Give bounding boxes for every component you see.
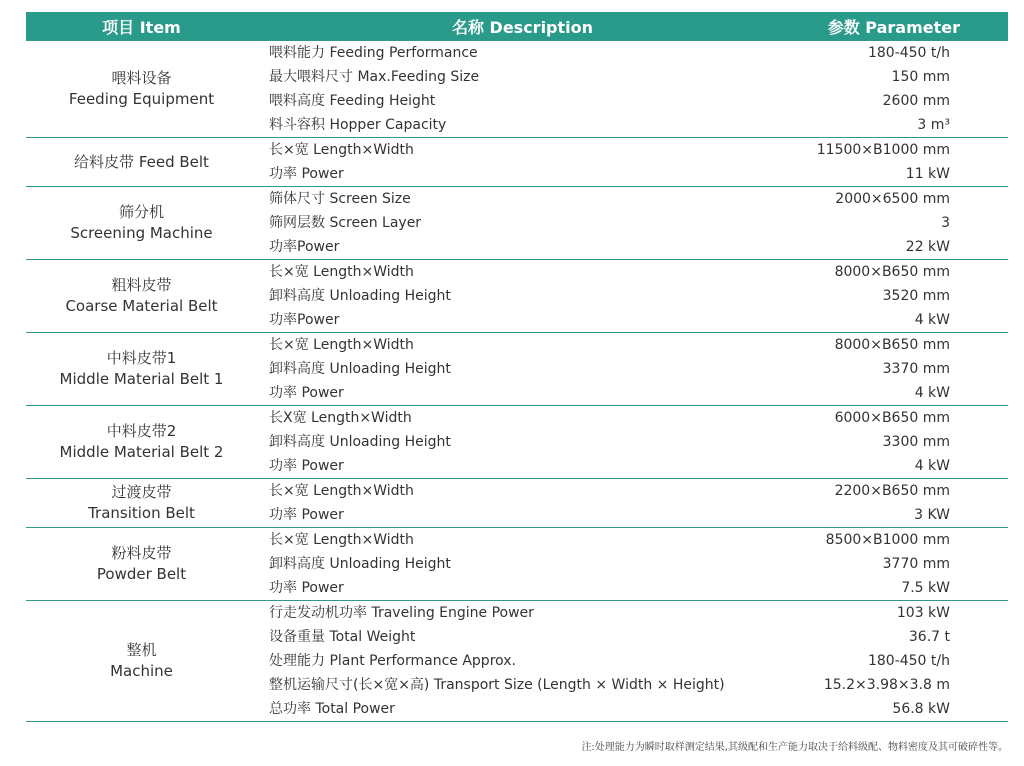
parameter-value: 8000×B650 mm xyxy=(834,264,950,280)
item-name: 粉料皮带 xyxy=(111,544,172,562)
item-name: 筛分机 xyxy=(118,203,164,221)
table-row xyxy=(26,41,1008,138)
item-name: Powder Belt xyxy=(96,565,187,583)
item-name: Middle Material Belt 2 xyxy=(59,443,224,461)
parameter-value: 4 kW xyxy=(914,458,950,474)
item-cell xyxy=(26,260,257,333)
parameter-value: 22 kW xyxy=(905,239,950,255)
item-cell xyxy=(26,479,257,528)
parameter-value: 7.5 kW xyxy=(901,580,950,596)
description-text: 功率 Power xyxy=(269,166,344,182)
item-name: Transition Belt xyxy=(88,504,195,522)
parameter-value: 180-450 t/h xyxy=(867,653,950,669)
description-text: 功率 Power xyxy=(269,580,344,596)
parameter-cell xyxy=(788,41,1008,138)
description-text: 卸料高度 Unloading Height xyxy=(269,434,451,450)
parameter-value: 4 kW xyxy=(914,385,950,401)
description-text: 卸料高度 Unloading Height xyxy=(269,288,451,304)
item-name: 中料皮带2 xyxy=(106,422,177,440)
description-text: 功率 Power xyxy=(269,458,344,474)
description-text: 料斗容积 Hopper Capacity xyxy=(269,117,447,133)
parameter-value: 56.8 kW xyxy=(892,701,950,717)
description-cell xyxy=(257,260,788,333)
description-cell xyxy=(257,138,788,187)
header-item: 项目 Item xyxy=(26,12,257,41)
item-cell xyxy=(26,187,257,260)
parameter-value: 4 kW xyxy=(914,312,950,328)
table-body xyxy=(26,41,1008,722)
description-text: 功率 Power xyxy=(269,385,344,401)
parameter-value: 2000×6500 mm xyxy=(835,191,950,207)
description-text: 设备重量 Total Weight xyxy=(269,629,416,645)
footnote: 注:处理能力为瞬时取样测定结果,其级配和生产能力取决于给料级配、物料密度及其可破碎性等。 xyxy=(581,742,1008,753)
parameter-cell xyxy=(788,333,1008,406)
table-header-row xyxy=(26,12,1008,41)
table-row xyxy=(26,260,1008,333)
parameter-cell xyxy=(788,601,1008,722)
parameter-value: 11 kW xyxy=(905,166,950,182)
item-cell xyxy=(26,41,257,138)
item-name: 中料皮带1 xyxy=(106,349,177,367)
description-text: 长×宽 Length×Width xyxy=(269,264,414,280)
table-row xyxy=(26,333,1008,406)
description-cell xyxy=(257,479,788,528)
description-text: 筛网层数 Screen Layer xyxy=(269,215,422,231)
item-name: Coarse Material Belt xyxy=(65,297,218,315)
description-text: 长×宽 Length×Width xyxy=(269,337,414,353)
item-name: 喂料设备 xyxy=(111,69,172,87)
parameter-value: 8500×B1000 mm xyxy=(825,532,950,548)
parameter-value: 15.2×3.98×3.8 m xyxy=(823,677,950,693)
item-cell xyxy=(26,138,257,187)
table-row xyxy=(26,138,1008,187)
table-row xyxy=(26,601,1008,722)
parameter-cell xyxy=(788,406,1008,479)
parameter-cell xyxy=(788,528,1008,601)
parameter-value: 103 kW xyxy=(896,605,950,621)
parameter-value: 150 mm xyxy=(891,69,950,85)
description-cell xyxy=(257,528,788,601)
parameter-cell xyxy=(788,260,1008,333)
item-name: 整机 xyxy=(126,641,157,659)
description-text: 功率Power xyxy=(269,312,340,328)
description-cell xyxy=(257,333,788,406)
parameter-value: 3 m³ xyxy=(917,117,950,133)
description-text: 长×宽 Length×Width xyxy=(269,483,414,499)
description-text: 长×宽 Length×Width xyxy=(269,532,414,548)
description-cell xyxy=(257,406,788,479)
parameter-value: 3520 mm xyxy=(882,288,950,304)
item-name: Screening Machine xyxy=(70,224,213,242)
table-row xyxy=(26,479,1008,528)
description-text: 喂料能力 Feeding Performance xyxy=(269,45,478,61)
parameter-value: 3 KW xyxy=(914,507,950,523)
description-text: 筛体尺寸 Screen Size xyxy=(269,191,411,207)
item-cell xyxy=(26,406,257,479)
description-text: 功率Power xyxy=(269,239,340,255)
item-name: 过渡皮带 xyxy=(111,483,172,501)
item-cell xyxy=(26,601,257,722)
description-text: 卸料高度 Unloading Height xyxy=(269,556,451,572)
parameter-value: 11500×B1000 mm xyxy=(816,142,950,158)
header-description: 名称 Description xyxy=(257,12,788,41)
parameter-value: 3300 mm xyxy=(882,434,950,450)
parameter-value: 36.7 t xyxy=(908,629,950,645)
table-row xyxy=(26,187,1008,260)
description-cell xyxy=(257,601,788,722)
item-name: 粗料皮带 xyxy=(111,276,172,294)
description-text: 最大喂料尺寸 Max.Feeding Size xyxy=(269,69,480,85)
spec-table xyxy=(26,12,1008,722)
description-cell xyxy=(257,187,788,260)
description-text: 行走发动机功率 Traveling Engine Power xyxy=(269,605,534,621)
description-text: 喂料高度 Feeding Height xyxy=(269,93,436,109)
parameter-value: 3770 mm xyxy=(882,556,950,572)
item-name: Machine xyxy=(110,662,173,680)
parameter-value: 6000×B650 mm xyxy=(834,410,950,426)
description-text: 卸料高度 Unloading Height xyxy=(269,361,451,377)
description-text: 处理能力 Plant Performance Approx. xyxy=(269,653,517,669)
parameter-value: 180-450 t/h xyxy=(867,45,950,61)
description-text: 长×宽 Length×Width xyxy=(269,142,414,158)
item-cell xyxy=(26,528,257,601)
parameter-cell xyxy=(788,187,1008,260)
parameter-value: 3370 mm xyxy=(882,361,950,377)
description-text: 功率 Power xyxy=(269,507,344,523)
item-name: 给料皮带 Feed Belt xyxy=(74,152,209,171)
parameter-value: 2200×B650 mm xyxy=(834,483,950,499)
parameter-cell xyxy=(788,138,1008,187)
description-text: 长X宽 Length×Width xyxy=(269,410,412,426)
item-cell xyxy=(26,333,257,406)
description-text: 整机运输尺寸(长×宽×高) Transport Size (Length × Width × Height) xyxy=(269,677,725,693)
item-name: Feeding Equipment xyxy=(68,90,215,108)
parameter-value: 3 xyxy=(941,215,950,231)
table-row xyxy=(26,528,1008,601)
header-parameter: 参数 Parameter xyxy=(788,12,1008,41)
description-cell xyxy=(257,41,788,138)
item-name: Middle Material Belt 1 xyxy=(59,370,224,388)
parameter-cell xyxy=(788,479,1008,528)
table-row xyxy=(26,406,1008,479)
description-text: 总功率 Total Power xyxy=(269,701,395,717)
parameter-value: 2600 mm xyxy=(882,93,950,109)
parameter-value: 8000×B650 mm xyxy=(834,337,950,353)
